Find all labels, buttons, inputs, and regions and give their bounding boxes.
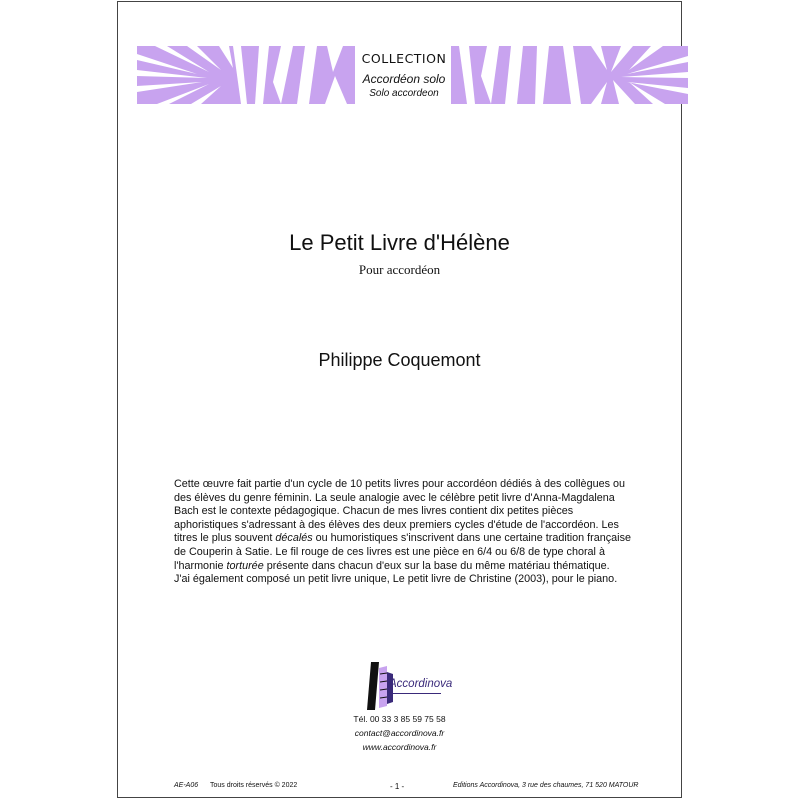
score-cover-page [117, 1, 682, 798]
publisher-website[interactable]: www.accordinova.fr [362, 742, 437, 752]
description-paragraph-1 [174, 478, 634, 573]
series-name-en: Solo accordeon [369, 88, 439, 99]
footer-page-number: - 1 - [390, 782, 405, 791]
description-emphasis: décalés [275, 532, 313, 545]
logo-underline [389, 693, 441, 694]
work-title: Le Petit Livre d'Hélène [289, 230, 510, 255]
collection-header-band [137, 46, 688, 104]
logo-wordmark: Accordinova [389, 678, 453, 690]
description-text: ou humoristiques s'inscrivent dans une certaine tradition française de Couperin à Satie. Le fil rouge de ces livres est une pièce en 6/4 ou 6/8 de type choral à l'harmonie [174, 532, 631, 572]
publisher-email[interactable]: contact@accordinova.fr [354, 728, 445, 738]
accordinova-logo [365, 660, 465, 712]
description-emphasis: torturée [226, 559, 264, 572]
decorative-stripes-right [451, 46, 688, 104]
collection-title: COLLECTION [361, 51, 447, 66]
decorative-stripes-left [137, 46, 355, 104]
collection-label-box [355, 46, 453, 104]
footer-catalog-code: AE-A06 [174, 782, 199, 789]
publisher-phone: Tél. 00 33 3 85 59 75 58 [353, 714, 446, 724]
footer-publisher-address: Editions Accordinova, 3 rue des chaumes, 71 520 MATOUR [453, 782, 639, 789]
description-text: Cette œuvre fait partie d'un cycle de 10 petits livres pour accordéon dédiés à des collègues ou des élèves du genre féminin. La seule analogie avec le célèbre petit livre d'Anna-Magdalena Bach est le contexte pédagogique. Chacun de mes livres contient dix petites pièces aphoristiques s'adressant à des élèves des deux premiers cycles d'étude de l'accordéon. Les titres le plus souvent [174, 478, 625, 545]
description-paragraph-2: J'ai également composé un petit livre unique, Le petit livre de Christine (2003), pour le piano. [174, 573, 618, 586]
footer-copyright: Tous droits réservés © 2022 [210, 782, 298, 789]
work-description [174, 478, 634, 587]
work-subtitle: Pour accordéon [358, 262, 441, 277]
composer-name: Philippe Coquemont [318, 350, 481, 370]
description-text: présente dans chacun d'eux sur la base du même matériau thématique. [263, 559, 610, 572]
series-name-fr: Accordéon solo [362, 72, 446, 86]
